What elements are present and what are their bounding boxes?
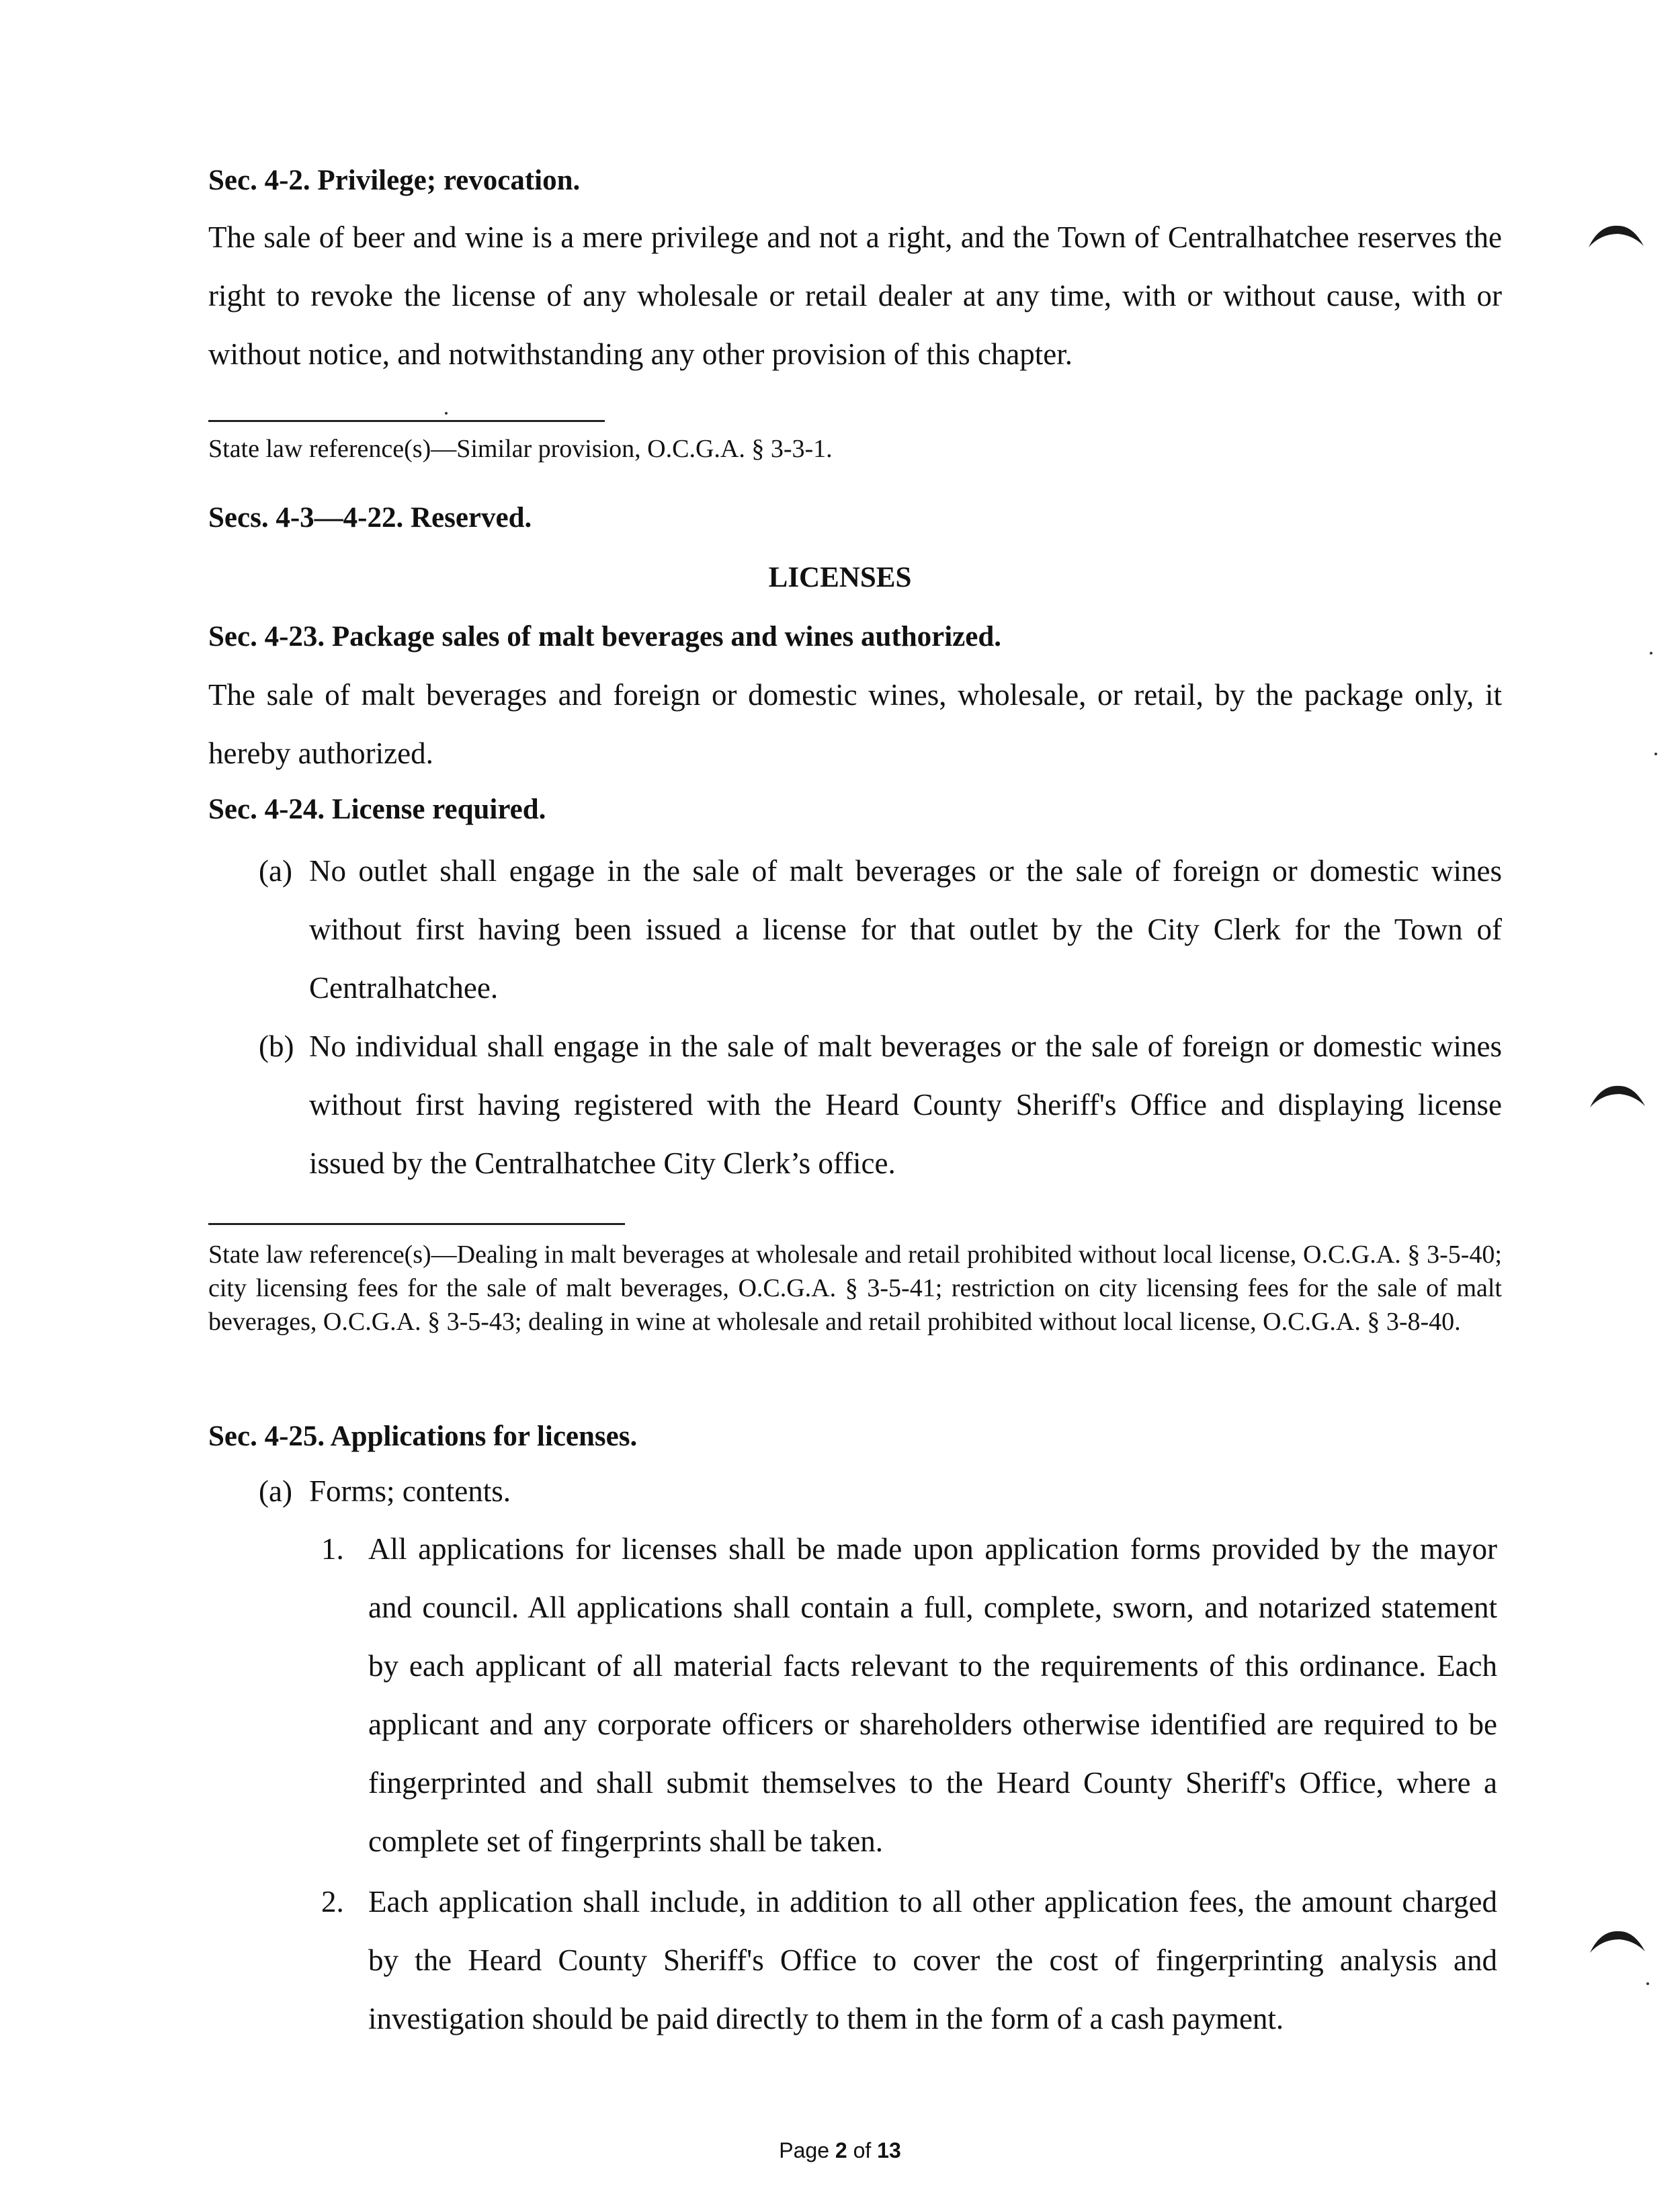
list-marker-2: 2. [321,1885,344,1919]
licenses-heading: LICENSES [768,562,912,593]
section-body-4-23: The sale of malt beverages and foreign or domestic wines, wholesale, or retail, by the package only, it hereby authorized. [208,678,1502,770]
footnote-divider [208,420,605,422]
list-marker-1: 1. [321,1532,344,1566]
scan-speck [1650,652,1652,655]
list-item-a: No outlet shall engage in the sale of malt beverages or the sale of foreign or domestic wines without first having been issued a license for that outlet by the City Clerk for the Town of Centralhatchee. [309,854,1502,1005]
section-heading-4-3-4-22: Secs. 4-3—4-22. Reserved. [208,502,532,534]
numbered-item-1: All applications for licenses shall be made upon application forms provided by the mayor and council. All applications shall contain a full, complete, sworn, and notarized statement by each applicant of all material facts relevant to the requirements of this ordinance. Each applicant and any corporate officers or shareholders otherwise identified are required to be fingerprinted and shall submit themselves to the Heard County Sheriff's Office, where a complete set of fingerprints shall be taken. [368,1532,1497,1858]
list-marker-a: (a) [259,854,292,888]
subsection-label: Forms; contents. [309,1474,511,1508]
section-heading-4-25: Sec. 4-25. Applications for licenses. [208,1421,638,1452]
scan-speck [1646,1982,1649,1985]
list-item-b: No individual shall engage in the sale of malt beverages or the sale of foreign or domestic wines without first having registered with the Heard County Sheriff's Office and displaying license issued by the Centralhatchee City Clerk’s office. [309,1029,1502,1180]
scan-speck [1654,753,1657,755]
state-law-reference-4-2: State law reference(s)—Similar provision, O.C.G.A. § 3-3-1. [208,435,833,463]
section-heading-4-2: Sec. 4-2. Privilege; revocation. [208,165,581,196]
page-current: 2 [835,2138,847,2162]
punch-hole-icon [1586,222,1646,249]
section-heading-4-23: Sec. 4-23. Package sales of malt beverages and wines authorized. [208,621,1001,652]
section-heading-4-24: Sec. 4-24. License required. [208,794,546,825]
page-label: Page [779,2138,829,2162]
list-marker-a: (a) [259,1474,292,1508]
numbered-item-2: Each application shall include, in addition to all other application fees, the amount charged by the Heard County Sheriff's Office to cover the cost of fingerprinting analysis and investigation should be paid directly to them in the form of a cash payment. [368,1885,1497,2035]
scan-speck [445,412,448,415]
page-footer [0,2137,1680,2164]
list-marker-b: (b) [259,1029,294,1063]
section-body-4-2: The sale of beer and wine is a mere privilege and not a right, and the Town of Centralhatchee reserves the right to revoke the license of any wholesale or retail dealer at any time, with or without cause, with or without notice, and notwithstanding any other provision of this chapter. [208,220,1502,371]
page-total: 13 [877,2138,901,2162]
state-law-reference-4-24: State law reference(s)—Dealing in malt beverages at wholesale and retail prohibited without local license, O.C.G.A. § 3-5-40; city licensing fees for the sale of malt beverages, O.C.G.A. § 3-5-41; restriction on city licensing fees for the sale of malt beverages, O.C.G.A. § 3-5-43; dealing in wine at wholesale and retail prohibited without local license, O.C.G.A. § 3-8-40. [208,1240,1502,1336]
footnote-divider [208,1223,625,1225]
punch-hole-icon [1587,1927,1648,1954]
page-of: of [853,2138,872,2162]
punch-hole-icon [1587,1082,1648,1109]
